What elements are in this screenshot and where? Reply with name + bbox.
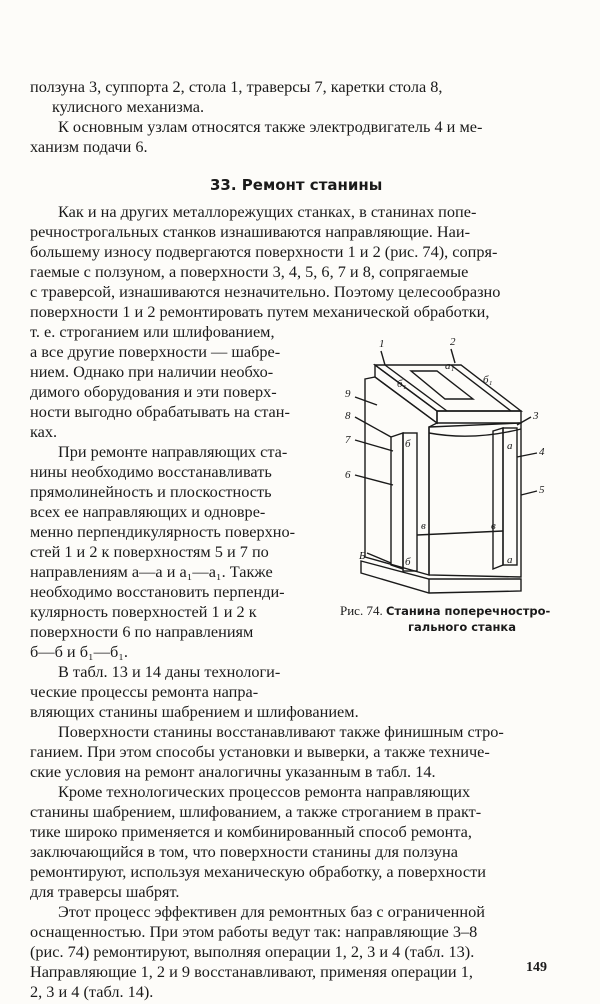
text-line: необходимо восстановить перпенди- — [30, 582, 285, 601]
text-line: речнострогальных станков изнашиваются направляющие. Наи- — [30, 222, 471, 241]
text-line: Как и на других металлорежущих станках, в станинах попе- — [58, 202, 477, 221]
text-line: с траверсой, изнашиваются незначительно. Поэтому целесообразно — [30, 282, 501, 301]
text-line: димого оборудования и эти поверх- — [30, 382, 277, 401]
label-a1: а₁ — [445, 360, 455, 372]
text-line: В табл. 13 и 14 даны технологи- — [58, 662, 281, 681]
label-v-left: в — [421, 520, 426, 532]
text-line: ремонтируют, используя механическую обработку, а поверхности — [30, 862, 486, 881]
figure-caption-line1 — [340, 603, 550, 619]
label-a: а — [507, 440, 513, 452]
text-line: тике широко применяется и комбинированный способ ремонта, — [30, 822, 472, 841]
text-line: ханизм подачи 6. — [30, 137, 148, 156]
caption-title: Станина поперечностро- — [385, 604, 551, 618]
page-number: 149 — [526, 960, 547, 975]
caption-label: Рис. 74. — [340, 603, 383, 618]
text-line: ганием. При этом способы установки и выверки, а также техниче- — [30, 742, 490, 761]
label-5: 5 — [539, 484, 545, 496]
label-B: Б — [359, 550, 366, 562]
bed-drawing — [333, 325, 563, 610]
label-b1-left: б₁ — [397, 378, 407, 390]
figure-caption-line2 — [408, 619, 516, 635]
text-line: Этот процесс эффективен для ремонтных баз с ограниченной — [58, 902, 485, 921]
label-4: 4 — [539, 446, 545, 458]
label-v-right: в — [491, 520, 496, 532]
text-line: т. е. строганием или шлифованием, — [30, 322, 275, 341]
text-line: прямолинейность и плоскостность — [30, 482, 272, 501]
text-line: К основным узлам относятся также электродвигатель 4 и ме- — [58, 117, 483, 136]
text-line: ские условия на ремонт аналогичны указанным в табл. 14. — [30, 762, 436, 781]
section-heading: 33. Ремонт станины — [210, 176, 383, 194]
caption-title-2: гального станка — [408, 620, 516, 634]
text-line: поверхности 6 по направлениям — [30, 622, 254, 641]
text-line: а все другие поверхности — шабре- — [30, 342, 281, 361]
text-line: оснащенностью. При этом работы ведут так: направляющие 3–8 — [30, 922, 478, 941]
text-line: заключающийся в том, что поверхности станины для ползуна — [30, 842, 458, 861]
text-line: направлениям а—а и а₁—а₁. Также — [30, 562, 273, 581]
text-line: нины необходимо восстанавливать — [30, 462, 272, 481]
text-line: Направляющие 1, 2 и 9 восстанавливают, применяя операции 1, — [30, 962, 473, 981]
label-7: 7 — [345, 434, 351, 446]
text-line: вляющих станины шабрением и шлифованием. — [30, 702, 359, 721]
left-side — [365, 377, 437, 575]
text-line: б—б и б₁—б₁. — [30, 642, 128, 661]
label-a-bottom: а — [507, 554, 513, 566]
text-line: кулярность поверхностей 1 и 2 к — [30, 602, 257, 621]
text-line: ности выгодно обрабатывать на стан- — [30, 402, 290, 421]
text-line: для траверсы шабрят. — [30, 882, 180, 901]
text-line: 2, 3 и 4 (табл. 14). — [30, 982, 154, 1001]
label-6: 6 — [345, 469, 351, 481]
text-line: (рис. 74) ремонтируют, выполняя операции 1, 2, 3 и 4 (табл. 13). — [30, 942, 475, 961]
text-line: ческие процессы ремонта напра- — [30, 682, 259, 701]
text-line: станины шабрением, шлифованием, а также строганием в практ- — [30, 802, 482, 821]
text-line: ползуна 3, суппорта 2, стола 1, траверсы 7, каретки стола 8, — [30, 77, 443, 96]
text-line: ках. — [30, 422, 58, 441]
text-line: всех ее направляющих и одновре- — [30, 502, 266, 521]
figure-74-bed-diagram — [333, 325, 563, 610]
text-line: Кроме технологических процессов ремонта направляющих — [58, 782, 471, 801]
label-3: 3 — [533, 410, 539, 422]
text-line: большему износу подвергаются поверхности 1 и 2 (рис. 74), сопря- — [30, 242, 498, 261]
text-line: гаемые с ползуном, а поверхности 3, 4, 5, 6, 7 и 8, сопрягаемые — [30, 262, 469, 281]
text-line: нием. Однако при наличии необхо- — [30, 362, 274, 381]
text-line: При ремонте направляющих ста- — [58, 442, 288, 461]
label-b-bottom: б — [405, 556, 411, 568]
label-b1-right: б₁ — [483, 374, 493, 386]
text-line: кулисного механизма. — [52, 97, 205, 116]
label-8: 8 — [345, 410, 351, 422]
label-b: б — [405, 438, 411, 450]
text-line: Поверхности станины восстанавливают также финишным стро- — [58, 722, 504, 741]
text-line: менно перпендикулярность поверхно- — [30, 522, 296, 541]
text-line: поверхности 1 и 2 ремонтировать путем механической обработки, — [30, 302, 490, 321]
label-1: 1 — [379, 338, 385, 350]
label-9: 9 — [345, 388, 351, 400]
label-2: 2 — [450, 336, 456, 348]
text-line: стей 1 и 2 к поверхностям 5 и 7 по — [30, 542, 269, 561]
